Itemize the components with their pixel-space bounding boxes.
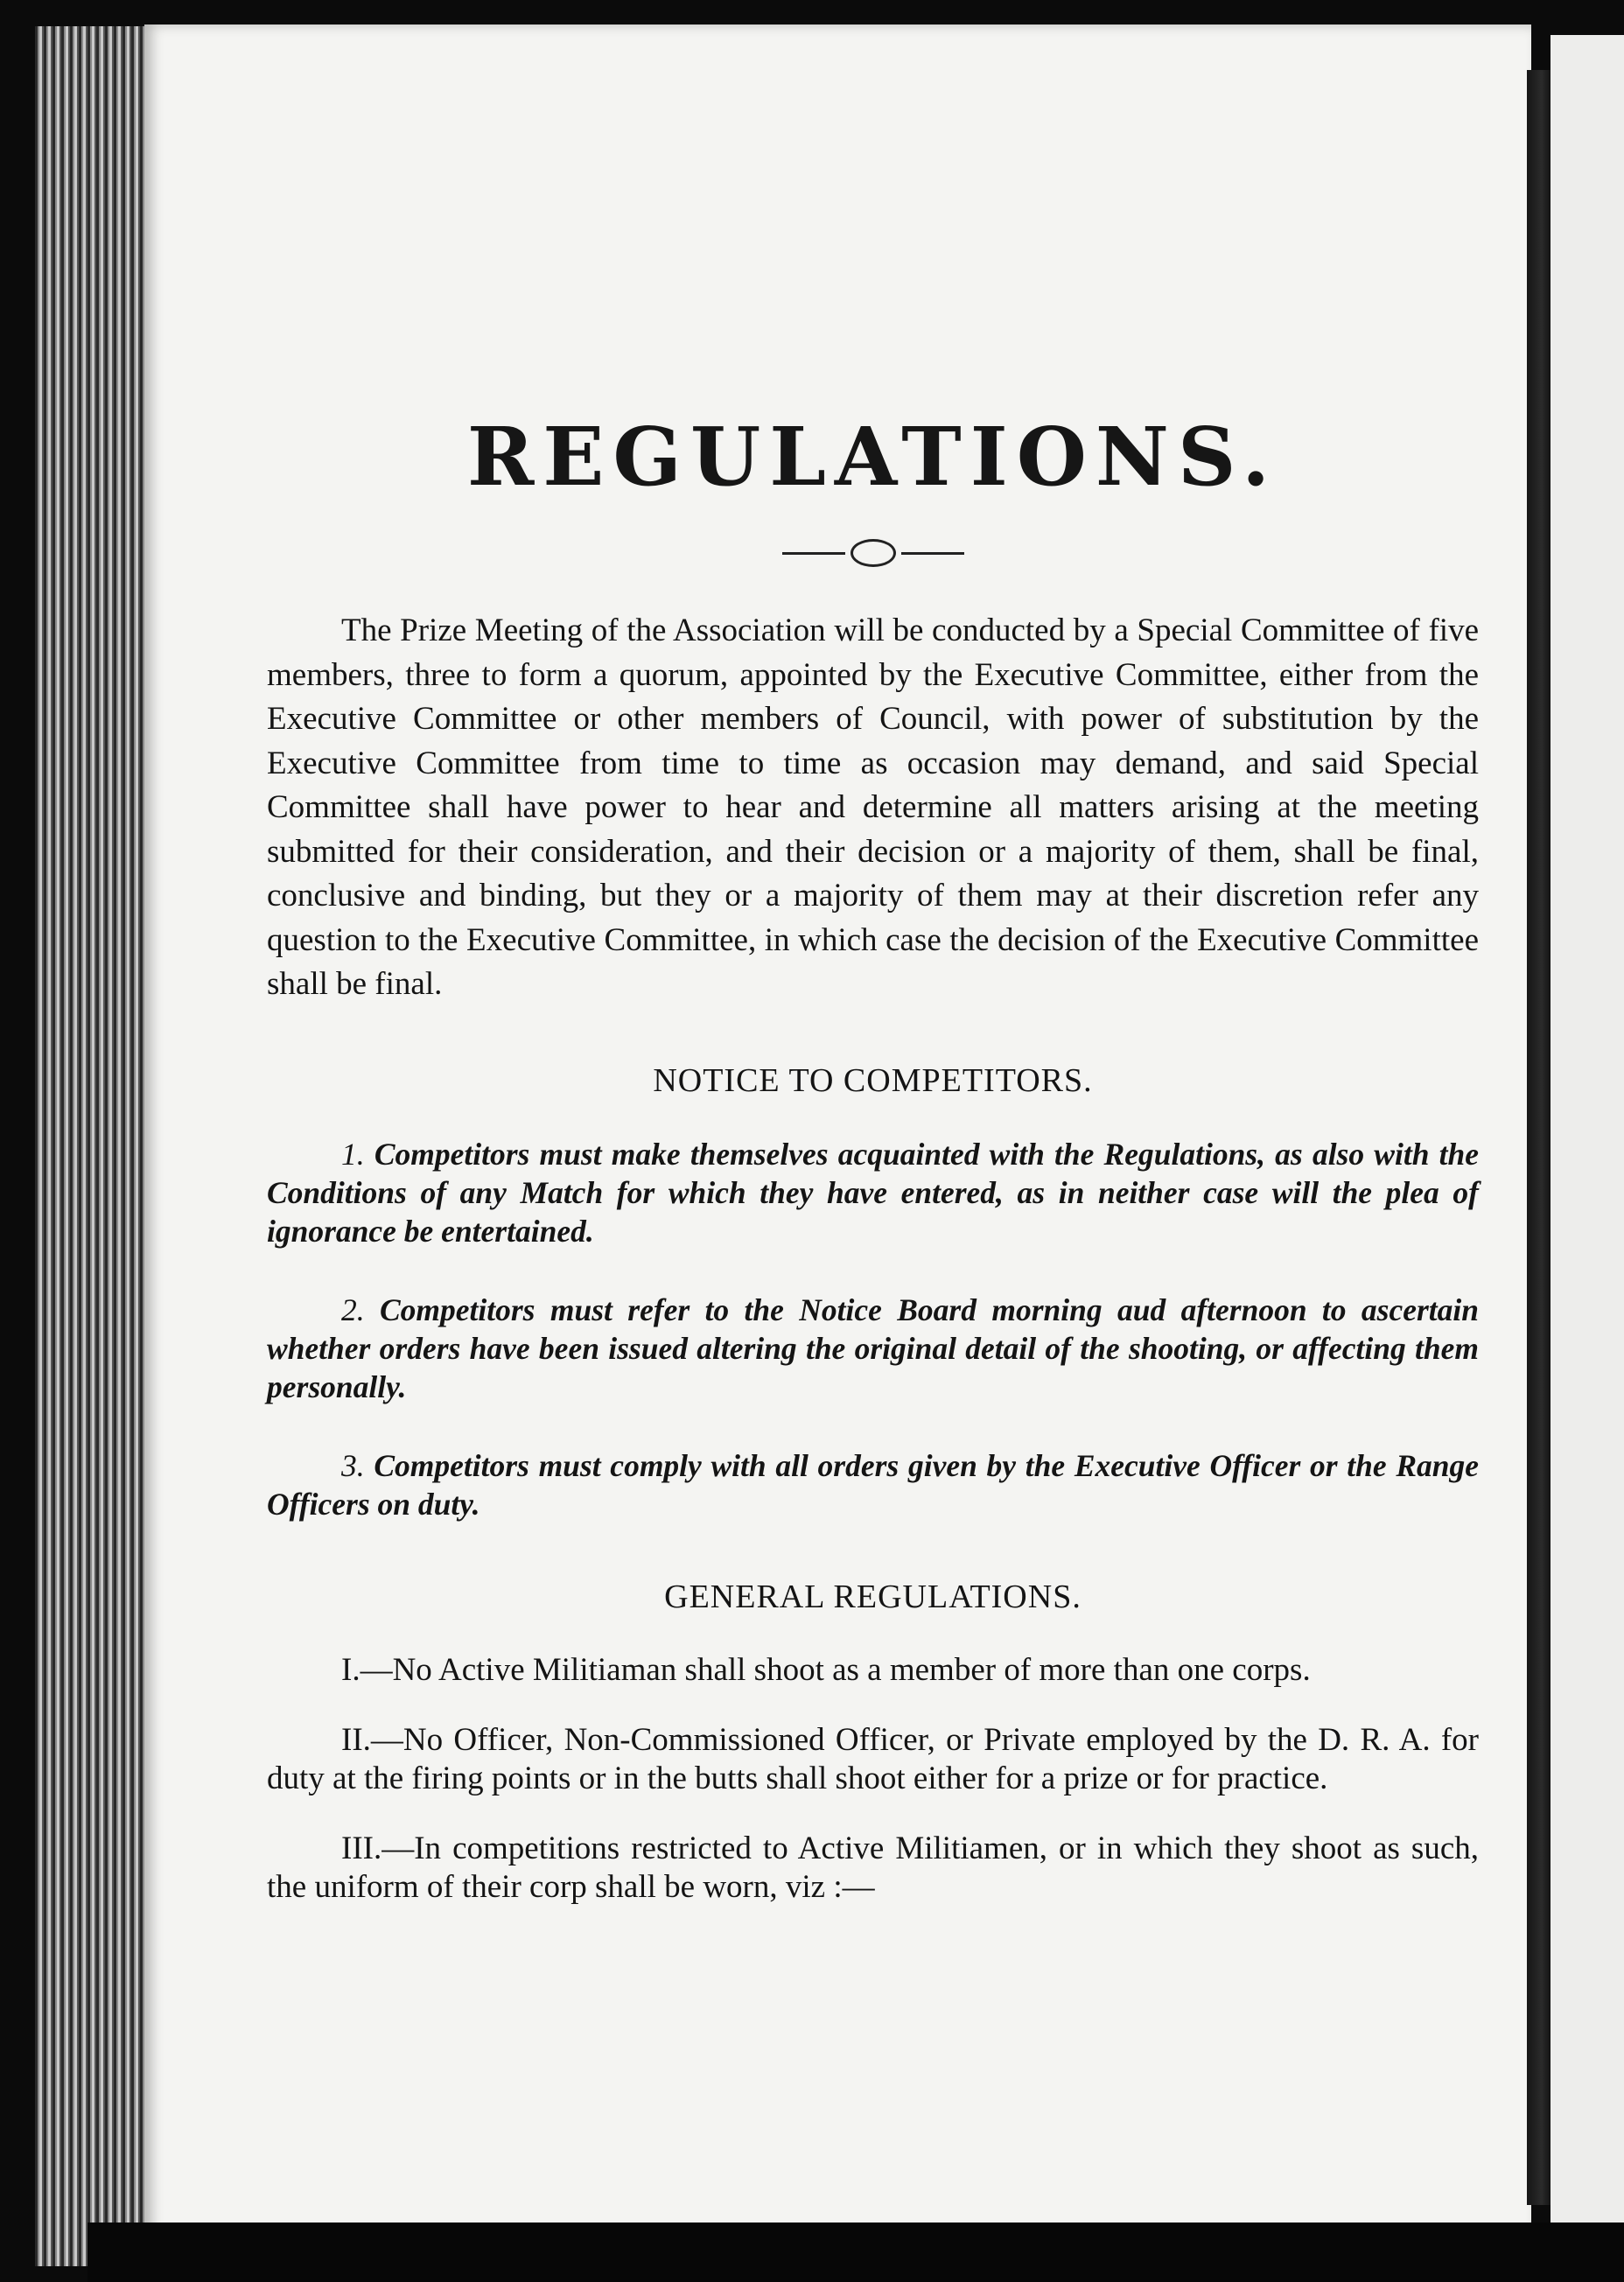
notice-heading: NOTICE TO COMPETITORS. <box>653 1061 1093 1099</box>
regulation-text: In competitions restricted to Active Militiamen, or in which they shoot as such, the uniform of their corp shall be worn, viz :— <box>267 1830 1479 1905</box>
page-content <box>267 410 1479 1938</box>
notice-item-number: 3. <box>341 1447 365 1483</box>
notice-item <box>267 1135 1479 1250</box>
notice-item-text: Competitors must refer to the Notice Board morning aud afternoon to ascertain whether orders have been issued altering the original detail of the shooting, or affecting them personally. <box>267 1292 1479 1404</box>
facing-page-edge <box>1550 35 1624 2240</box>
regulation-number: III.— <box>341 1830 415 1866</box>
notice-item <box>267 1446 1479 1523</box>
notice-item-number: 2. <box>341 1292 365 1327</box>
ornament-rule-right <box>901 552 964 555</box>
notice-item-text: Competitors must make themselves acquainted with the Regulations, as also with the Conditions of any Match for which they have entered, as in neither case will the plea of ignorance be entertained. <box>267 1136 1480 1249</box>
intro-paragraph: The Prize Meeting of the Association will be conducted by a Special Committee of five members, three to form a quorum, appointed by the Executive Committee, either from the Executive Committee or other members of Council, with power of substitution by the Executive Committee from time to time as occasion may demand, and said Special Committee shall have power to hear and determine all matters arising at the meeting submitted for their consideration, and their decision or a majority of them, shall be final, conclusive and binding, but they or a majority of them may at their discretion refer any question to the Executive Committee, in which case the decision of the Executive Committee shall be final. <box>267 612 1479 1002</box>
scan-bottom-border <box>88 2222 1624 2282</box>
regulation-item <box>267 1651 1479 1690</box>
book-page <box>144 24 1531 2243</box>
regulation-number: II.— <box>341 1721 403 1758</box>
general-heading: GENERAL REGULATIONS. <box>664 1578 1082 1615</box>
regulation-item <box>267 1830 1479 1907</box>
notice-item-text: Competitors must comply with all orders given by the Executive Officer or the Range Officers on duty. <box>267 1447 1480 1522</box>
ornament-flourish-icon <box>850 539 896 567</box>
notice-item <box>267 1291 1479 1406</box>
regulation-text: No Active Militiaman shall shoot as a member of more than one corps. <box>392 1651 1311 1688</box>
regulation-number: I.— <box>341 1651 393 1688</box>
page-title: REGULATIONS. <box>466 410 1279 504</box>
binding-gutter <box>1527 70 1551 2205</box>
notice-item-number: 1. <box>341 1136 365 1172</box>
title-ornament <box>267 539 1479 567</box>
page-edges <box>35 26 149 2266</box>
regulation-text: No Officer, Non-Commissioned Officer, or Private employed by the D. R. A. for duty at the firing points or in the butts shall shoot either for a prize or for practice. <box>267 1721 1479 1796</box>
regulation-item <box>267 1721 1479 1798</box>
ornament-rule-left <box>782 552 845 555</box>
